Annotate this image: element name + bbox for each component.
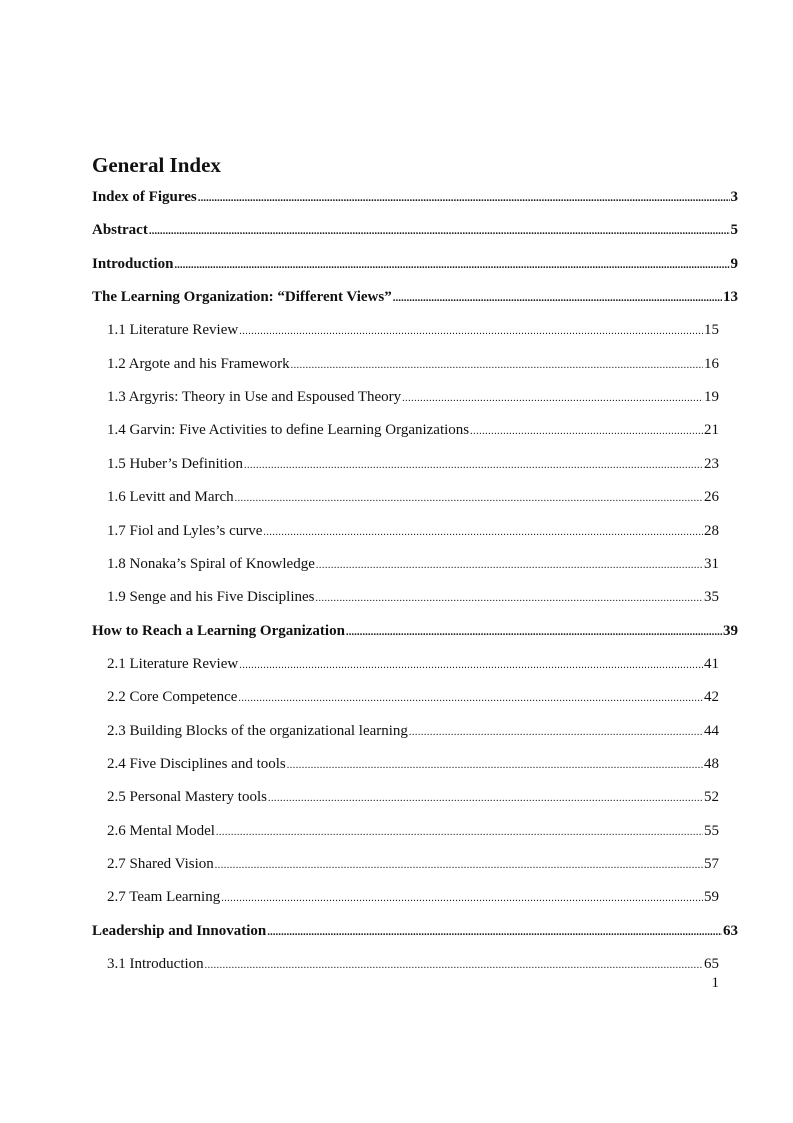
toc-leader-dots — [238, 690, 703, 708]
toc-entry[interactable] — [107, 822, 719, 842]
toc-entry-page: 19 — [704, 389, 719, 405]
toc-leader-dots — [235, 490, 703, 508]
toc-entry[interactable] — [107, 722, 719, 742]
toc-entry-page: 9 — [730, 256, 738, 272]
toc-leader-dots — [316, 557, 703, 575]
toc-entry-page: 44 — [704, 723, 719, 739]
toc-entry-label: 2.6 Mental Model — [107, 823, 215, 839]
toc-entry[interactable] — [92, 622, 738, 641]
toc-entry[interactable] — [107, 455, 719, 475]
toc-entry-label: How to Reach a Learning Organization — [92, 623, 345, 639]
toc-entry[interactable] — [107, 488, 719, 508]
toc-leader-dots — [239, 657, 703, 675]
toc-leader-dots — [239, 323, 703, 341]
toc-entry-label: 1.7 Fiol and Lyles’s curve — [107, 523, 263, 539]
toc-entry[interactable] — [92, 255, 738, 274]
page-title: General Index — [92, 153, 221, 177]
toc-entry-page: 15 — [704, 322, 719, 338]
toc-entry-page: 52 — [704, 789, 719, 805]
toc-entry-page: 35 — [704, 589, 719, 605]
toc-entry-label: Abstract — [92, 222, 148, 238]
toc-entry-label: 2.4 Five Disciplines and tools — [107, 756, 286, 772]
toc-entry-label: 1.3 Argyris: Theory in Use and Espoused Theory — [107, 389, 402, 405]
toc-entry-page: 5 — [730, 222, 738, 238]
toc-leader-dots — [287, 757, 703, 775]
toc-entry[interactable] — [107, 855, 719, 875]
toc-entry-label: 1.2 Argote and his Framework — [107, 356, 290, 372]
toc-entry[interactable] — [107, 421, 719, 441]
toc-leader-dots — [268, 790, 703, 808]
toc-entry-label: 2.2 Core Competence — [107, 689, 238, 705]
toc-entry-label: 1.1 Literature Review — [107, 322, 239, 338]
toc-entry[interactable] — [107, 788, 719, 808]
toc-leader-dots — [409, 724, 703, 742]
toc-leader-dots — [205, 957, 703, 975]
toc-entry[interactable] — [92, 288, 738, 307]
toc-leader-dots — [149, 222, 730, 240]
toc-entry[interactable] — [107, 655, 719, 675]
toc-leader-dots — [346, 623, 722, 641]
toc-entry-page: 63 — [723, 923, 738, 939]
page-number: 1 — [711, 975, 719, 991]
toc-entry-page: 13 — [723, 289, 738, 305]
toc-entry-page: 48 — [704, 756, 719, 772]
toc-entry-label: 1.8 Nonaka’s Spiral of Knowledge — [107, 556, 315, 572]
toc-entry-label: Index of Figures — [92, 189, 197, 205]
toc-entry[interactable] — [92, 221, 738, 240]
toc-leader-dots — [470, 423, 703, 441]
toc-entry[interactable] — [107, 321, 719, 341]
toc-leader-dots — [267, 923, 722, 941]
toc-leader-dots — [198, 189, 730, 207]
toc-entry-page: 26 — [704, 489, 719, 505]
toc-entry-label: The Learning Organization: “Different Views” — [92, 289, 392, 305]
toc-entry-page: 42 — [704, 689, 719, 705]
toc-leader-dots — [402, 390, 703, 408]
toc-entry[interactable] — [107, 955, 719, 975]
toc-entry-label: Introduction — [92, 256, 174, 272]
toc-entry[interactable] — [107, 688, 719, 708]
toc-entry-page: 55 — [704, 823, 719, 839]
toc-entry-label: 2.3 Building Blocks of the organizational learning — [107, 723, 408, 739]
toc-entry-label: 1.9 Senge and his Five Disciplines — [107, 589, 315, 605]
toc-leader-dots — [174, 256, 729, 274]
toc-entry[interactable] — [107, 522, 719, 542]
toc-leader-dots — [315, 590, 703, 608]
toc-entry[interactable] — [92, 922, 738, 941]
toc-leader-dots — [393, 289, 722, 307]
toc-entry[interactable] — [107, 555, 719, 575]
toc-entry-page: 65 — [704, 956, 719, 972]
toc-entry[interactable] — [107, 755, 719, 775]
toc-entry-page: 41 — [704, 656, 719, 672]
toc-entry-label: 2.5 Personal Mastery tools — [107, 789, 267, 805]
toc-entry-page: 21 — [704, 422, 719, 438]
toc-entry-label: 1.5 Huber’s Definition — [107, 456, 243, 472]
toc-leader-dots — [216, 824, 703, 842]
toc-entry-page: 3 — [730, 189, 738, 205]
toc-leader-dots — [215, 857, 703, 875]
toc-entry[interactable] — [92, 188, 738, 207]
toc-leader-dots — [221, 890, 703, 908]
toc-entry-label: Leadership and Innovation — [92, 923, 267, 939]
toc-leader-dots — [263, 524, 703, 542]
toc-leader-dots — [291, 357, 703, 375]
toc-entry-page: 59 — [704, 889, 719, 905]
toc-entry-label: 3.1 Introduction — [107, 956, 204, 972]
toc-entry-label: 2.1 Literature Review — [107, 656, 239, 672]
toc-entry-label: 2.7 Team Learning — [107, 889, 221, 905]
toc-entry-page: 57 — [704, 856, 719, 872]
toc-entry-page: 31 — [704, 556, 719, 572]
toc-entry-page: 39 — [723, 623, 738, 639]
toc-entry-page: 23 — [704, 456, 719, 472]
toc-entry-label: 1.4 Garvin: Five Activities to define Learning Organizations — [107, 422, 470, 438]
toc-entry-page: 16 — [704, 356, 719, 372]
toc-entry-page: 28 — [704, 523, 719, 539]
toc-entry-label: 2.7 Shared Vision — [107, 856, 214, 872]
toc-entry[interactable] — [107, 355, 719, 375]
toc-leader-dots — [244, 457, 703, 475]
toc-entry[interactable] — [107, 388, 719, 408]
toc-entry-label: 1.6 Levitt and March — [107, 489, 234, 505]
toc-entry[interactable] — [107, 888, 719, 908]
toc-entry[interactable] — [107, 588, 719, 608]
